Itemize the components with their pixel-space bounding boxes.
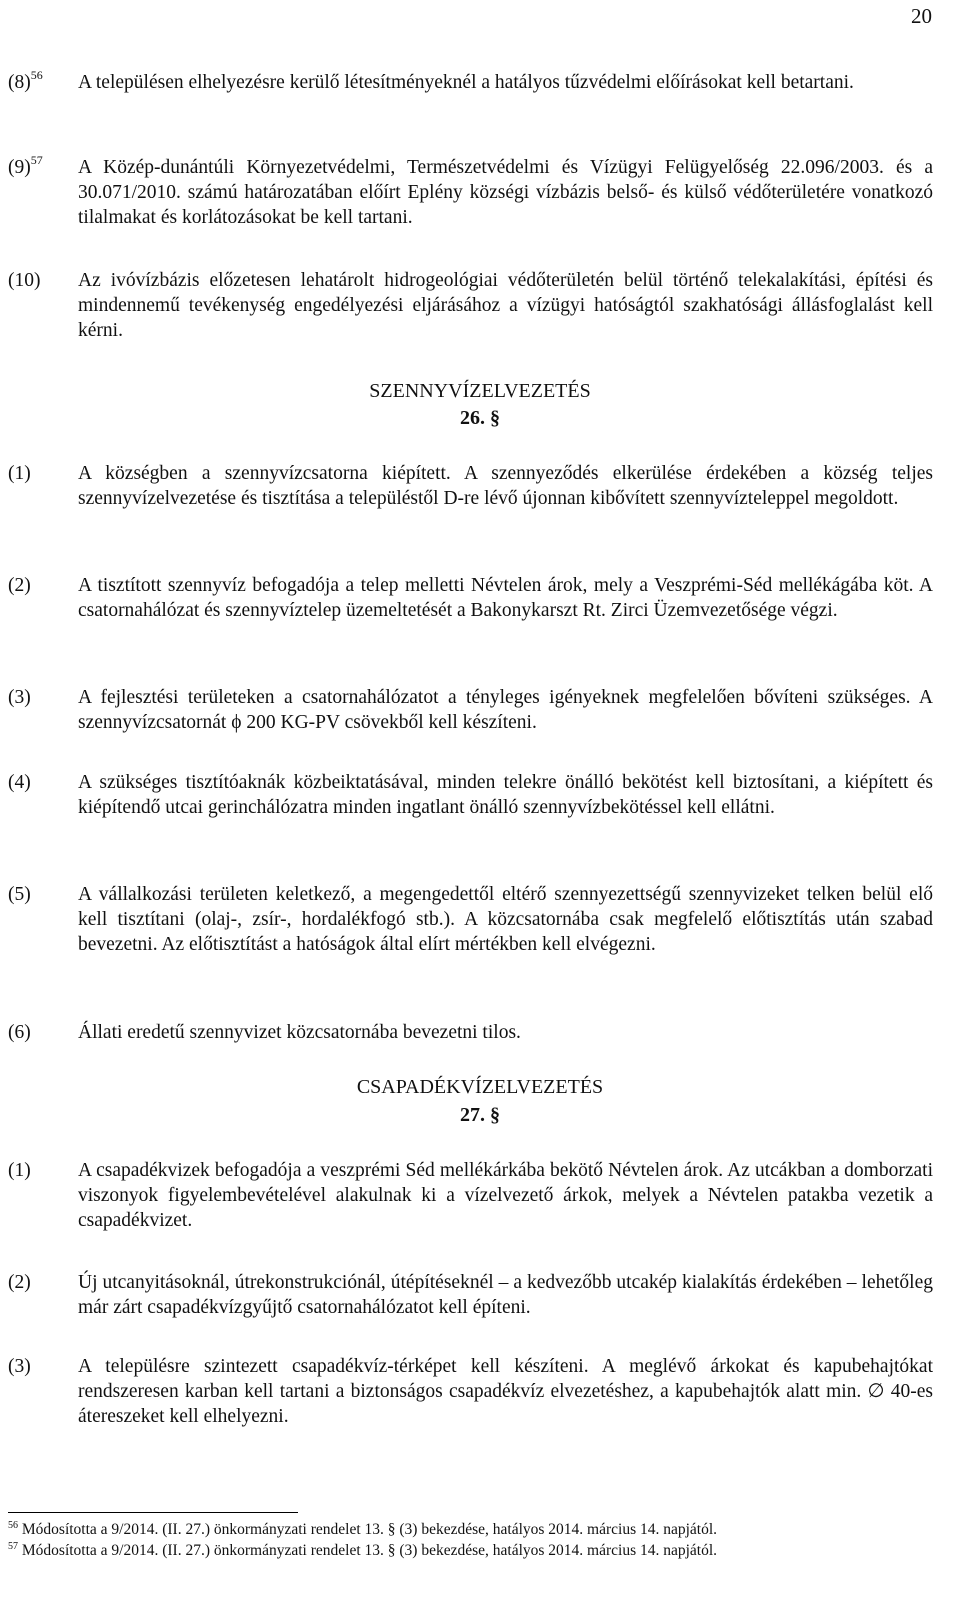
- paragraph-number: (4): [8, 772, 31, 793]
- footnote-separator: [8, 1512, 298, 1513]
- paragraph-text: Új utcanyitásoknál, útrekonstrukciónál, útépítéseknél – a kedvezőbb utcakép kialakítás érdekében – lehetőleg már zárt csapadékvízgyűjtő csatornahálózatot kell építeni.: [78, 1272, 933, 1318]
- paragraph-number: (5): [8, 884, 31, 905]
- paragraph-number: (1): [8, 1160, 31, 1181]
- footnote-ref: 56: [30, 68, 43, 82]
- paragraph-number: (2): [8, 575, 31, 596]
- footnote-ref: 57: [30, 153, 43, 167]
- footnote-57: [8, 1541, 717, 1560]
- footnote-marker: 56: [8, 1520, 18, 1531]
- footnote-text: Módosította a 9/2014. (II. 27.) önkormányzati rendelet 13. § (3) bekezdése, hatályos 2014. március 14. napjától.: [21, 1521, 718, 1538]
- footnote-marker: 57: [8, 1541, 18, 1552]
- paragraph-text: A Közép-dunántúli Környezetvédelmi, Természetvédelmi és Vízügyi Felügyelőség 22.096/2003. és a 30.071/2010. számú határozatában előírt Eplény községi vízbázis belső- és külső védőterületére vonatkozó tilalmakat és korlátozásokat be kell tartani.: [78, 157, 933, 228]
- footnote-56: [8, 1520, 717, 1539]
- paragraph-number: $(8)^{56}$: [8, 68, 43, 93]
- paragraph-text: A csapadékvizek befogadója a veszprémi Séd mellékárkába bekötő Névtelen árok. Az utcákban a domborzati viszonyok figyelembevételével alakulnak ki a vízelvezető árkok, melyek a Névtelen patakba vezetik a csapadékvizet.: [78, 1160, 933, 1231]
- paragraph-number: (3): [8, 1356, 31, 1377]
- paragraph-number: (1): [8, 463, 31, 484]
- paragraph-text: Állati eredetű szennyvizet közcsatornába bevezetni tilos.: [78, 1022, 521, 1043]
- paragraph-text: A vállalkozási területen keletkező, a megengedettől eltérő szennyezettségű szennyvizeket telken belül elő kell tisztítani (olaj-, zsír-, hordalékfogó stb.). A közcsatornába csak megfelelő előtisztítás után szabad bevezetni. Az előtisztítást a hatóságok által elírt mértékben kell elvégezni.: [78, 884, 933, 955]
- paragraph-text: Az ivóvízbázis előzetesen lehatárolt hidrogeológiai védőterületén belül történő telekalakítási, építési és mindennemű tevékenység engedélyezési eljárásához a vízügyi hatóságtól szakhatósági állásfoglalást kell kérni.: [78, 270, 933, 341]
- section-title-27: CSAPADÉKVÍZELVEZETÉS: [356, 1076, 604, 1098]
- paragraph-text: A tisztított szennyvíz befogadója a telep melletti Névtelen árok, mely a Veszprémi-Séd mellékágába köt. A csatornahálózat és szennyvíztelep üzemeltetését a Bakonykarszt Rt. Zirci Üzemvezetősége végzi.: [78, 575, 933, 621]
- paragraph-number: $(9)^{57}$: [8, 153, 43, 178]
- paragraph-text: A községben a szennyvízcsatorna kiépített. A szennyeződés elkerülése érdekében a község teljes szennyvízelvezetése és tisztítása a településtől D-re lévő újonnan kibővített szennyvízteleppel megoldott.: [78, 463, 933, 509]
- paragraph-number: (10): [8, 270, 41, 291]
- paragraph-text: A településre szintezett csapadékvíz-térképet kell készíteni. A meglévő árkokat és kapubehajtókat rendszeresen karban kell tartani a biztonságos csapadékvíz elvezetéshez, a kapubehajtók alatt min. ∅ 40-es átereszeket kell elhelyezni.: [78, 1356, 933, 1427]
- paragraph-text: A fejlesztési területeken a csatornahálózatot a tényleges igényeknek megfelelően bővíteni szükséges. A szennyvízcsatornát ϕ 200 KG-PV csövekből kell készíteni.: [78, 687, 933, 733]
- paragraph-text: A településen elhelyezésre kerülő létesítményeknél a hatályos tűzvédelmi előírásokat kell betartani.: [78, 72, 854, 93]
- paragraph-number: (3): [8, 687, 31, 708]
- page-number: 20: [911, 4, 932, 28]
- footnote-text: Módosította a 9/2014. (II. 27.) önkormányzati rendelet 13. § (3) bekezdése, hatályos 2014. március 14. napjától.: [21, 1542, 718, 1559]
- paragraph-number: (6): [8, 1022, 31, 1043]
- paragraph-text: A szükséges tisztítóaknák közbeiktatásával, minden telekre önálló bekötést kell biztosítani, a kiépített és kiépítendő utcai gerinchálózatra minden ingatlant önálló szennyvízbekötéssel kell ellátni.: [78, 772, 933, 818]
- section-title-26: SZENNYVÍZELVEZETÉS: [369, 380, 591, 402]
- paragraph-number: (2): [8, 1272, 31, 1293]
- section-number-26: 26. §: [460, 407, 500, 429]
- section-number-27: 27. §: [460, 1104, 500, 1126]
